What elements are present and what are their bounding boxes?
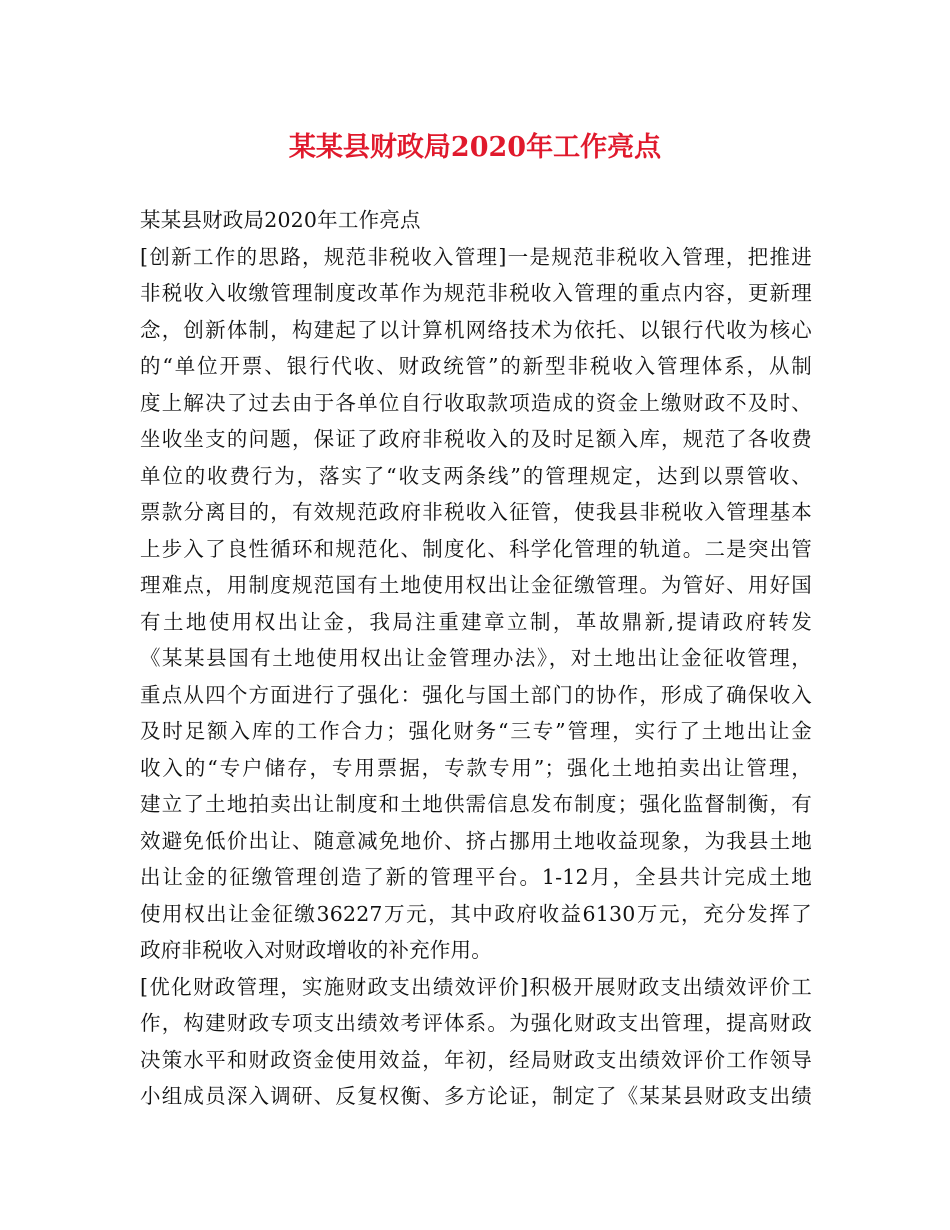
text-line: 小组成员深入调研、反复权衡、多方论证，制定了《某某县财政支出绩 <box>140 1084 812 1108</box>
text-line: 念，创新体制，构建起了以计算机网络技术为依托、以银行代收为核心 <box>140 317 812 342</box>
text-line: 出让金的征缴管理创造了新的管理平台。1-12月，全县共计完成土地 <box>140 865 812 889</box>
text-line: [优化财政管理，实施财政支出绩效评价]积极开展财政支出绩效评价工 <box>140 974 812 999</box>
text-line: 度上解决了过去由于各单位自行收取款项造成的资金上缴财政不及时、 <box>140 390 812 415</box>
text-line: 的“单位开票、银行代收、财政统管”的新型非税收入管理体系，从制 <box>140 354 812 378</box>
text-line: 《某某县国有土地使用权出让金管理办法》，对土地出让金征收管理， <box>140 646 812 670</box>
text-line: 坐收坐支的问题，保证了政府非税收入的及时足额入库，规范了各收费 <box>140 427 812 451</box>
text-line: 决策水平和财政资金使用效益，年初，经局财政支出绩效评价工作领导 <box>140 1047 812 1072</box>
text-line: 建立了土地拍卖出让制度和土地供需信息发布制度；强化监督制衡，有 <box>140 792 812 816</box>
text-line: 收入的“专户储存，专用票据，专款专用”；强化土地拍卖出让管理， <box>140 755 812 780</box>
text-line: 及时足额入库的工作合力；强化财务“三专”管理，实行了土地出让金 <box>140 719 812 743</box>
text-line: 理难点，用制度规范国有土地使用权出让金征缴管理。为管好、用好国 <box>140 573 812 597</box>
text-line: 使用权出让金征缴36227万元，其中政府收益6130万元，充分发挥了 <box>140 901 812 926</box>
text-line: 单位的收费行为，落实了“收支两条线”的管理规定，达到以票管收、 <box>140 463 812 488</box>
text-line: 作，构建财政专项支出绩效考评体系。为强化财政支出管理，提高财政 <box>140 1011 812 1035</box>
text-line: 上步入了良性循环和规范化、制度化、科学化管理的轨道。二是突出管 <box>140 536 812 561</box>
text-line: 政府非税收入对财政增收的补充作用。 <box>140 938 492 962</box>
text-line: 非税收入收缴管理制度改革作为规范非税收入管理的重点内容，更新理 <box>140 281 812 305</box>
document-title: 某某县财政局2020年工作亮点 <box>288 132 662 163</box>
text-line: 票款分离目的，有效规范政府非税收入征管，使我县非税收入管理基本 <box>140 500 812 524</box>
text-line: 重点从四个方面进行了强化：强化与国土部门的协作，形成了确保收入 <box>140 682 812 707</box>
text-line: [创新工作的思路，规范非税收入管理]一是规范非税收入管理，把推进 <box>140 244 812 269</box>
text-line: 效避免低价出让、随意减免地价、挤占挪用土地收益现象，为我县土地 <box>140 828 812 853</box>
text-line: 有土地使用权出让金，我局注重建章立制，革故鼎新,提请政府转发 <box>140 609 812 634</box>
document-body <box>140 202 812 1115</box>
subtitle-line: 某某县财政局2020年工作亮点 <box>140 208 421 232</box>
